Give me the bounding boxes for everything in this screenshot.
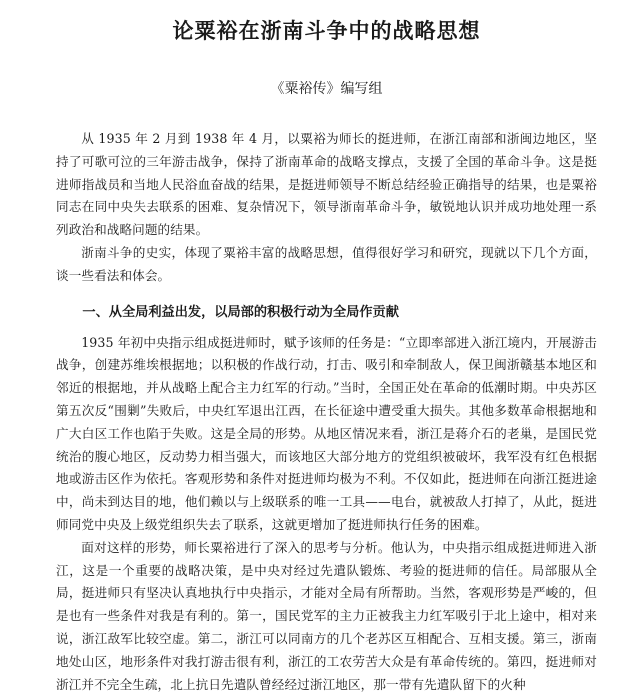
- article-body: [56, 128, 597, 696]
- section1-paragraph-2: 面对这样的形势，师长粟裕进行了深入的思考与分析。他认为，中央指示组成挺进师进入浙江，这是一个重要的战略决策，是中央对经过先遣队锻炼、考验的挺进师的信任。局部服从全局，挺进师只有坚决认真地执行中央指示，才能对全局有所帮助。当然，客观形势是严峻的，但是也有一些条件对我是有利的。第一，国民党军的主力正被我主力红军吸引于北上途中，相对来说，浙江敌军比较空虚。第二，浙江可以同南方的几个老苏区互相配合、互相支援。第三，浙南地处山区，地形条件对我打游击很有利，浙江的工农劳苦大众是有革命传统的。第四，挺进师对浙江并不完全生疏，北上抗日先遣队曾经经过浙江地区，那一带有先遣队留下的火种: [56, 539, 597, 692]
- section1-paragraph-1: 1935 年初中央指示组成挺进师时，赋予该师的任务是：“立即率部进入浙江境内，开展游击战争，创建苏维埃根据地；以积极的作战行动，打击、吸引和牵制敌人，保卫闽浙赣基本地区和邻近的根据地，并从战略上配合主力红军的行动。”当时，全国正处在革命的低潮时期。中央苏区第五次反“围剿”失败后，中央红军退出江西，在长征途中遭受重大损失。其他多数革命根据地和广大白区工作也陷于失败。这是全局的形势。从地区情况来看，浙江是蒋介石的老巢，是国民党统治的腹心地区，反动势力相当强大，而该地区大部分地方的党组织被破坏，我军没有红色根据地或游击区作为依托。客观形势和条件对挺进师均极为不利。不仅如此，挺进师在向浙江挺进途中，尚未到达目的地，他们赖以与上级联系的唯一工具——电台，就被敌人打掉了，从此，挺进师同党中央及上级党组织失去了联系，这就更增加了挺进师执行任务的困难。: [56, 334, 597, 532]
- intro-paragraph-2: 浙南斗争的史实，体现了粟裕丰富的战略思想，值得很好学习和研究，现就以下几个方面，谈一些看法和体会。: [56, 244, 597, 283]
- section-heading-1: 一、从全局利益出发，以局部的积极行动为全局作贡献: [82, 304, 399, 320]
- article-title: 论粟裕在浙南斗争中的战略思想: [172, 19, 481, 43]
- article-author: 《粟裕传》编写组: [270, 81, 383, 97]
- intro-paragraph-1: 从 1935 年 2 月到 1938 年 4 月，以粟裕为师长的挺进师，在浙江南部和浙闽边地区，坚持了可歌可泣的三年游击战争，保持了浙南革命的战略支撑点，支援了全国的革命斗争。这是挺进师指战员和当地人民浴血奋战的结果，是挺进师领导不断总结经验正确指导的结果，也是粟裕同志在同中央失去联系的困难、复杂情况下，领导浙南革命斗争，敏锐地认识并成功地处理一系列政治和战略问题的结果。: [56, 131, 597, 238]
